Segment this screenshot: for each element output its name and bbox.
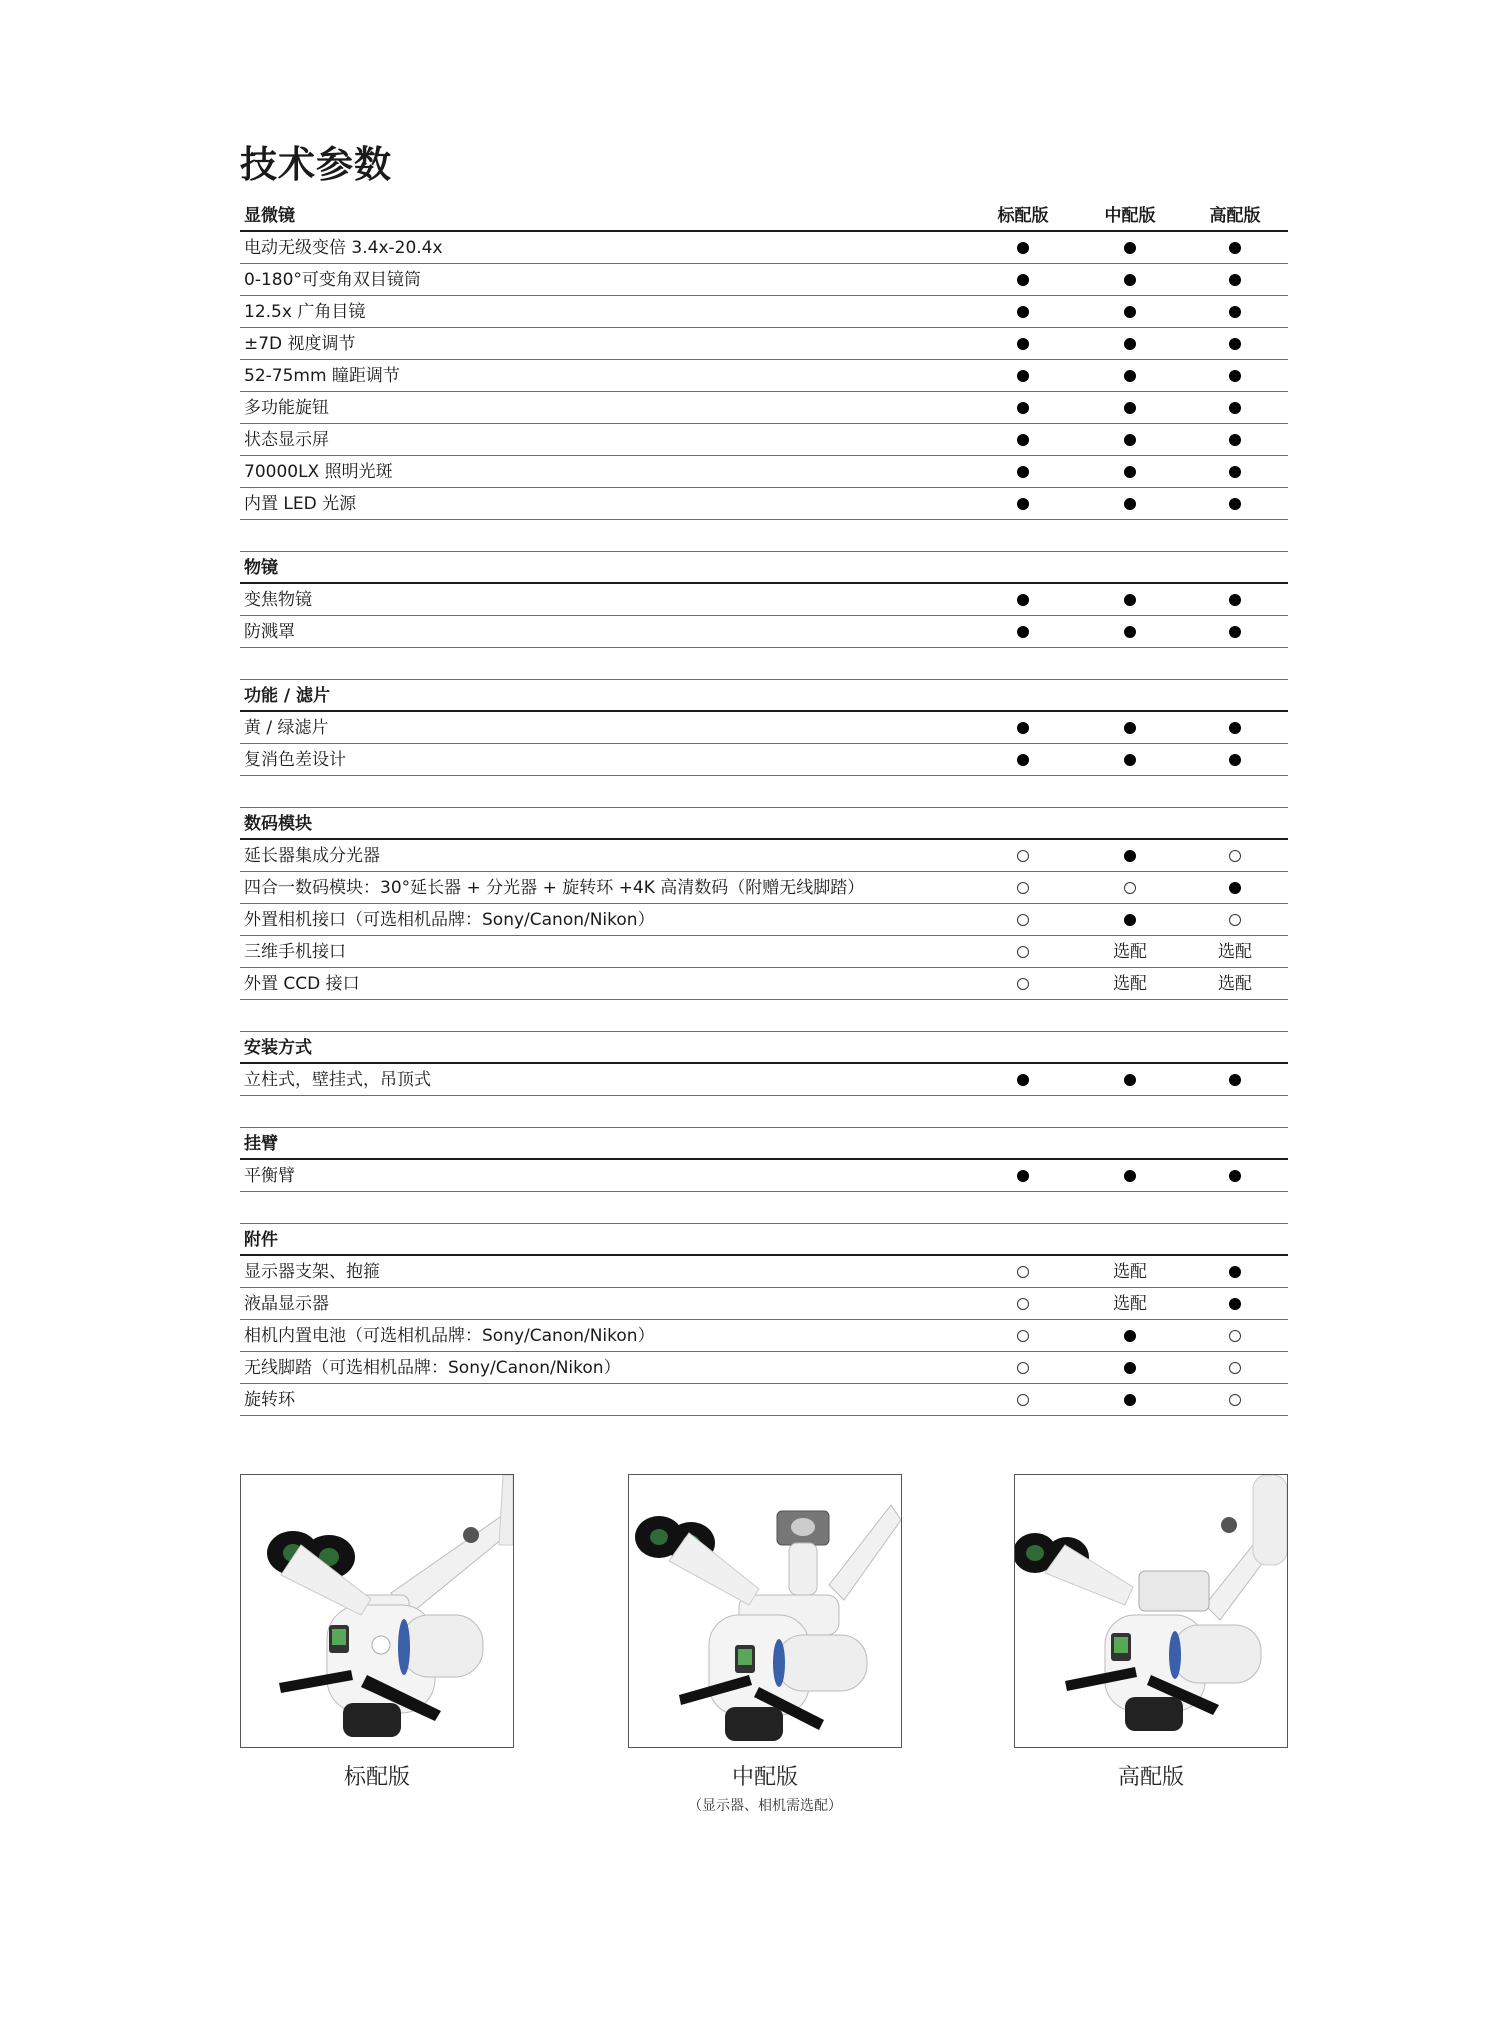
spec-row — [240, 1352, 1288, 1384]
filled-dot-icon — [1124, 594, 1136, 606]
spec-value-cell — [983, 1256, 1063, 1288]
filled-dot-icon — [1017, 626, 1029, 638]
filled-dot-icon — [1017, 754, 1029, 766]
spec-value-cell — [1195, 616, 1275, 648]
spec-value-cell — [1090, 392, 1170, 424]
spec-label: 四合一数码模块：30°延长器 + 分光器 + 旋转环 +4K 高清数码（附赠无线脚踏） — [244, 878, 865, 898]
filled-dot-icon — [1229, 242, 1241, 254]
section-title: 物镜 — [244, 558, 278, 578]
section-title: 显微镜 — [244, 206, 295, 226]
filled-dot-icon — [1124, 1394, 1136, 1406]
spec-row — [240, 1320, 1288, 1352]
spec-value-cell — [1090, 296, 1170, 328]
filled-dot-icon — [1124, 466, 1136, 478]
filled-dot-icon — [1229, 434, 1241, 446]
spec-row — [240, 392, 1288, 424]
spec-value-cell — [983, 456, 1063, 488]
spec-value-text: 选配 — [1113, 1262, 1147, 1282]
section-title: 安装方式 — [244, 1038, 312, 1058]
filled-dot-icon — [1124, 850, 1136, 862]
spec-value-cell — [1090, 1352, 1170, 1384]
filled-dot-icon — [1017, 1074, 1029, 1086]
filled-dot-icon — [1124, 242, 1136, 254]
spec-label: 70000LX 照明光斑 — [244, 462, 393, 482]
spec-value-cell — [1195, 488, 1275, 520]
microscope-image-high — [1014, 1474, 1288, 1748]
spec-label: 外置 CCD 接口 — [244, 974, 360, 994]
spec-value-cell — [1090, 1288, 1170, 1320]
spec-row — [240, 1384, 1288, 1416]
variant-mid — [628, 1474, 902, 1815]
spec-value-cell — [1195, 712, 1275, 744]
empty-circle-icon — [1229, 1330, 1241, 1342]
filled-dot-icon — [1124, 914, 1136, 926]
section-header — [240, 552, 1288, 584]
filled-dot-icon — [1124, 306, 1136, 318]
spec-row — [240, 1288, 1288, 1320]
spec-row — [240, 232, 1288, 264]
empty-circle-icon — [1017, 1362, 1029, 1374]
spec-label: 0-180°可变角双目镜筒 — [244, 270, 421, 290]
spec-value-cell — [1090, 328, 1170, 360]
spec-value-cell — [1090, 1320, 1170, 1352]
spec-value-cell — [983, 1384, 1063, 1416]
filled-dot-icon — [1229, 1074, 1241, 1086]
spec-value-cell — [983, 584, 1063, 616]
spec-value-cell — [1195, 584, 1275, 616]
spec-value-cell — [1090, 1064, 1170, 1096]
section-header — [240, 680, 1288, 712]
spec-value-cell — [1090, 968, 1170, 1000]
spec-value-cell — [1090, 232, 1170, 264]
spec-value-cell — [1195, 968, 1275, 1000]
filled-dot-icon — [1229, 1266, 1241, 1278]
spec-row — [240, 744, 1288, 776]
spec-value-text: 选配 — [1113, 942, 1147, 962]
spec-value-cell — [983, 424, 1063, 456]
spec-value-cell — [1090, 360, 1170, 392]
spec-value-cell — [1195, 1384, 1275, 1416]
spec-row — [240, 1064, 1288, 1096]
filled-dot-icon — [1017, 498, 1029, 510]
spec-label: 电动无级变倍 3.4x-20.4x — [244, 238, 443, 258]
spec-value-cell — [1090, 840, 1170, 872]
empty-circle-icon — [1017, 914, 1029, 926]
spec-value-cell — [1195, 1320, 1275, 1352]
section-spacer — [240, 1000, 1288, 1032]
spec-value-cell — [1195, 424, 1275, 456]
spec-value-cell — [1090, 616, 1170, 648]
empty-circle-icon — [1124, 882, 1136, 894]
filled-dot-icon — [1229, 594, 1241, 606]
spec-value-cell — [983, 360, 1063, 392]
spec-value-cell — [1195, 456, 1275, 488]
section-header — [240, 1032, 1288, 1064]
spec-value-cell — [983, 1064, 1063, 1096]
spec-value-text: 选配 — [1113, 1294, 1147, 1314]
spec-value-cell — [1195, 1288, 1275, 1320]
empty-circle-icon — [1017, 978, 1029, 990]
spec-value-cell — [1195, 1064, 1275, 1096]
spec-value-cell — [983, 744, 1063, 776]
column-header: 高配版 — [1209, 206, 1261, 226]
spec-row — [240, 360, 1288, 392]
spec-label: 变焦物镜 — [244, 590, 312, 610]
spec-label: 立柱式，壁挂式，吊顶式 — [244, 1070, 431, 1090]
spec-value-cell — [1090, 712, 1170, 744]
spec-value-text: 选配 — [1113, 974, 1147, 994]
spec-value-cell — [983, 904, 1063, 936]
spec-value-cell — [983, 1288, 1063, 1320]
filled-dot-icon — [1229, 274, 1241, 286]
filled-dot-icon — [1124, 754, 1136, 766]
page-title: 技术参数 — [240, 143, 392, 186]
spec-label: 复消色差设计 — [244, 750, 346, 770]
section-title: 功能 / 滤片 — [244, 686, 331, 706]
filled-dot-icon — [1017, 274, 1029, 286]
section-spacer — [240, 1096, 1288, 1128]
section-header — [240, 1224, 1288, 1256]
empty-circle-icon — [1229, 850, 1241, 862]
spec-row — [240, 1160, 1288, 1192]
spec-value-cell — [1090, 424, 1170, 456]
filled-dot-icon — [1017, 722, 1029, 734]
spec-value-cell — [1195, 840, 1275, 872]
spec-value-cell — [983, 328, 1063, 360]
section-header — [240, 200, 1288, 232]
filled-dot-icon — [1229, 498, 1241, 510]
spec-value-cell — [1195, 904, 1275, 936]
filled-dot-icon — [1124, 722, 1136, 734]
spec-value-cell — [983, 392, 1063, 424]
filled-dot-icon — [1017, 402, 1029, 414]
variant-high — [1014, 1474, 1288, 1791]
spec-value-cell — [1090, 904, 1170, 936]
spec-value-cell — [1090, 744, 1170, 776]
filled-dot-icon — [1229, 1298, 1241, 1310]
empty-circle-icon — [1229, 1362, 1241, 1374]
filled-dot-icon — [1017, 434, 1029, 446]
spec-value-cell — [983, 488, 1063, 520]
section-title: 附件 — [244, 1230, 278, 1250]
empty-circle-icon — [1017, 1298, 1029, 1310]
filled-dot-icon — [1229, 722, 1241, 734]
spec-value-cell — [983, 872, 1063, 904]
spec-row — [240, 936, 1288, 968]
spec-value-cell — [1195, 296, 1275, 328]
spec-label: 52-75mm 瞳距调节 — [244, 366, 400, 386]
spec-value-cell — [1195, 264, 1275, 296]
spec-value-cell — [1090, 1160, 1170, 1192]
empty-circle-icon — [1017, 946, 1029, 958]
filled-dot-icon — [1229, 754, 1241, 766]
spec-value-cell — [983, 712, 1063, 744]
spec-value-cell — [983, 840, 1063, 872]
spec-value-cell — [1090, 584, 1170, 616]
spec-value-text: 选配 — [1218, 974, 1252, 994]
spec-value-cell — [983, 296, 1063, 328]
spec-row — [240, 1256, 1288, 1288]
spec-row — [240, 904, 1288, 936]
spec-row — [240, 712, 1288, 744]
spec-label: 无线脚踏（可选相机品牌：Sony/Canon/Nikon） — [244, 1358, 621, 1378]
spec-table — [240, 200, 1288, 1416]
spec-value-cell — [1195, 744, 1275, 776]
spec-row — [240, 328, 1288, 360]
spec-value-cell — [983, 1320, 1063, 1352]
spec-label: ±7D 视度调节 — [244, 334, 356, 354]
spec-value-cell — [1195, 1256, 1275, 1288]
spec-row — [240, 456, 1288, 488]
filled-dot-icon — [1124, 498, 1136, 510]
filled-dot-icon — [1124, 370, 1136, 382]
empty-circle-icon — [1017, 1394, 1029, 1406]
spec-value-cell — [983, 1160, 1063, 1192]
spec-value-cell — [1195, 1352, 1275, 1384]
section-header — [240, 808, 1288, 840]
spec-value-cell — [1195, 1160, 1275, 1192]
spec-value-cell — [1195, 360, 1275, 392]
spec-label: 状态显示屏 — [244, 430, 329, 450]
spec-label: 外置相机接口（可选相机品牌：Sony/Canon/Nikon） — [244, 910, 655, 930]
spec-value-cell — [1090, 1256, 1170, 1288]
spec-value-cell — [1090, 264, 1170, 296]
filled-dot-icon — [1124, 1074, 1136, 1086]
empty-circle-icon — [1017, 850, 1029, 862]
filled-dot-icon — [1017, 338, 1029, 350]
spec-row — [240, 840, 1288, 872]
spec-value-cell — [1090, 872, 1170, 904]
variant-name-high: 高配版 — [1117, 1765, 1184, 1790]
spec-value-cell — [983, 264, 1063, 296]
filled-dot-icon — [1124, 1330, 1136, 1342]
spec-row — [240, 968, 1288, 1000]
spec-label: 三维手机接口 — [244, 942, 346, 962]
filled-dot-icon — [1124, 274, 1136, 286]
spec-value-cell — [983, 1352, 1063, 1384]
section-spacer — [240, 520, 1288, 552]
empty-circle-icon — [1017, 882, 1029, 894]
spec-value-cell — [1195, 936, 1275, 968]
filled-dot-icon — [1229, 1170, 1241, 1182]
section-spacer — [240, 648, 1288, 680]
empty-circle-icon — [1229, 914, 1241, 926]
filled-dot-icon — [1017, 370, 1029, 382]
spec-value-cell — [983, 968, 1063, 1000]
spec-label: 液晶显示器 — [244, 1294, 329, 1314]
spec-label: 黄 / 绿滤片 — [244, 718, 329, 738]
section-title: 数码模块 — [244, 814, 312, 834]
spec-label: 旋转环 — [244, 1390, 295, 1410]
spec-row — [240, 872, 1288, 904]
filled-dot-icon — [1229, 370, 1241, 382]
spec-value-cell — [1195, 328, 1275, 360]
spec-label: 内置 LED 光源 — [244, 494, 357, 514]
filled-dot-icon — [1229, 402, 1241, 414]
filled-dot-icon — [1229, 626, 1241, 638]
filled-dot-icon — [1229, 882, 1241, 894]
section-spacer — [240, 1192, 1288, 1224]
spec-row — [240, 424, 1288, 456]
filled-dot-icon — [1124, 1170, 1136, 1182]
spec-value-cell — [983, 936, 1063, 968]
spec-row — [240, 264, 1288, 296]
filled-dot-icon — [1124, 1362, 1136, 1374]
variant-standard — [240, 1474, 514, 1791]
spec-value-cell — [1195, 872, 1275, 904]
filled-dot-icon — [1017, 306, 1029, 318]
spec-label: 延长器集成分光器 — [244, 846, 380, 866]
spec-row — [240, 584, 1288, 616]
filled-dot-icon — [1017, 594, 1029, 606]
column-header: 中配版 — [1104, 206, 1156, 226]
spec-label: 多功能旋钮 — [244, 398, 329, 418]
microscope-image-standard — [240, 1474, 514, 1748]
variant-name-mid: 中配版 — [731, 1765, 798, 1790]
empty-circle-icon — [1229, 1394, 1241, 1406]
section-spacer — [240, 776, 1288, 808]
spec-label: 相机内置电池（可选相机品牌：Sony/Canon/Nikon） — [244, 1326, 655, 1346]
filled-dot-icon — [1124, 402, 1136, 414]
filled-dot-icon — [1017, 1170, 1029, 1182]
spec-value-cell — [1090, 488, 1170, 520]
spec-label: 平衡臂 — [244, 1166, 295, 1186]
spec-row — [240, 296, 1288, 328]
spec-label: 显示器支架、抱箍 — [244, 1262, 380, 1282]
filled-dot-icon — [1229, 466, 1241, 478]
filled-dot-icon — [1124, 338, 1136, 350]
spec-row — [240, 616, 1288, 648]
spec-row — [240, 488, 1288, 520]
product-variants — [240, 1474, 1288, 1834]
section-title: 挂臂 — [244, 1134, 278, 1154]
section-header — [240, 1128, 1288, 1160]
filled-dot-icon — [1124, 626, 1136, 638]
spec-value-cell — [1090, 1384, 1170, 1416]
spec-value-cell — [1090, 936, 1170, 968]
empty-circle-icon — [1017, 1330, 1029, 1342]
microscope-image-mid — [628, 1474, 902, 1748]
variant-note-mid: （显示器、相机需选配） — [688, 1798, 842, 1814]
spec-label: 12.5x 广角目镜 — [244, 302, 366, 322]
spec-value-cell — [1090, 456, 1170, 488]
filled-dot-icon — [1017, 466, 1029, 478]
empty-circle-icon — [1017, 1266, 1029, 1278]
variant-name-standard: 标配版 — [343, 1765, 410, 1790]
spec-value-cell — [983, 232, 1063, 264]
column-header: 标配版 — [997, 206, 1049, 226]
spec-value-cell — [983, 616, 1063, 648]
spec-value-cell — [1195, 392, 1275, 424]
filled-dot-icon — [1229, 338, 1241, 350]
spec-value-cell — [1195, 232, 1275, 264]
spec-label: 防溅罩 — [244, 622, 295, 642]
spec-value-text: 选配 — [1218, 942, 1252, 962]
filled-dot-icon — [1124, 434, 1136, 446]
filled-dot-icon — [1017, 242, 1029, 254]
filled-dot-icon — [1229, 306, 1241, 318]
